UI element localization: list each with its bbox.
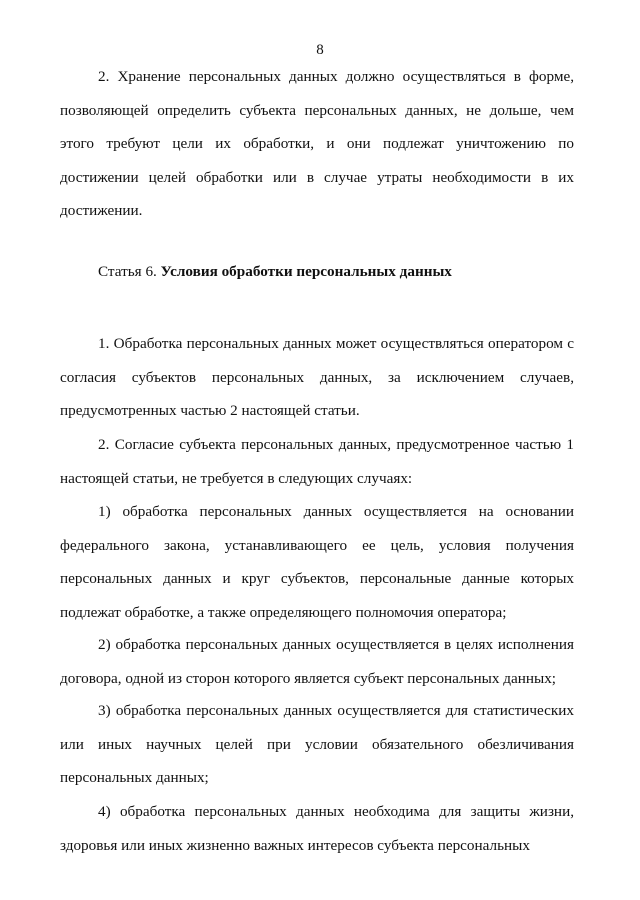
paragraph-item-4: 4) обработка персональных данных необходима для защиты жизни, здоровья или иных жизненно важных интересов субъекта персональных <box>60 803 574 854</box>
paragraph-item-3: 3) обработка персональных данных осуществляется для статистических или иных научных целей при условии обязательного обезличивания персональных данных; <box>60 702 574 787</box>
article-title: Условия обработки персональных данных <box>160 263 452 280</box>
paragraph-consent-1: 1. Обработка персональных данных может осуществляться оператором с согласия субъектов персональных данных, за исключением случаев, предусмотренных частью 2 настоящей статьи. <box>60 335 574 420</box>
paragraph-item-1: 1) обработка персональных данных осуществляется на основании федерального закона, устанавливающего ее цель, условия получения персональных данных и круг субъектов, персональные данные которых подлежат обработке, а также определяющего полномочия оператора; <box>60 503 574 621</box>
paragraph-consent-2: 2. Согласие субъекта персональных данных, предусмотренное частью 1 настоящей статьи, не требуется в следующих случаях: <box>60 436 574 487</box>
article-prefix: Статья 6. <box>98 263 157 280</box>
article-heading <box>98 262 578 282</box>
page-number: 8 <box>316 42 324 58</box>
paragraph-storage: 2. Хранение персональных данных должно осуществляться в форме, позволяющей определить субъекта персональных данных, не дольше, чем этого требуют цели их обработки, и они подлежат уничтожению по достижении целей обработки или в случае утраты необходимости в их достижении. <box>60 68 574 220</box>
paragraph-item-2: 2) обработка персональных данных осуществляется в целях исполнения договора, одной из сторон которого является субъект персональных данных; <box>60 636 574 687</box>
